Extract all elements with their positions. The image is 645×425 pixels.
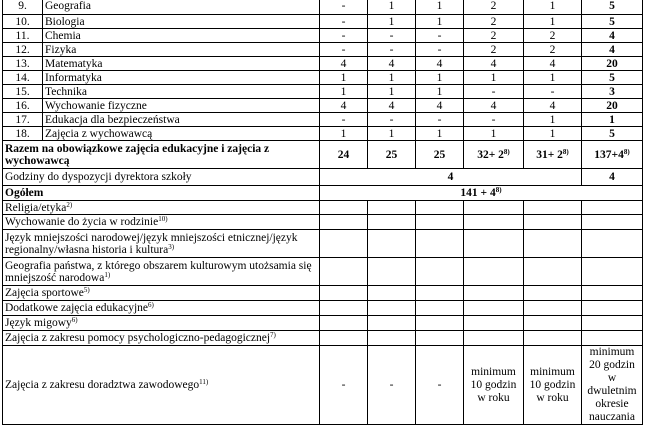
razem-value: 31+ 2 (536, 148, 563, 161)
godziny-value: 4 (320, 169, 582, 186)
table-row (3, 29, 643, 43)
extra-label-text: Zajęcia sportowe (5, 287, 84, 299)
footnote-marker: 10) (158, 215, 168, 223)
extra-label (3, 230, 320, 258)
subject-name: Technika (43, 85, 320, 99)
row-number: 11. (3, 29, 43, 43)
razem-cell (416, 141, 464, 169)
curriculum-table (2, 0, 643, 425)
doradztwo-c5: minimum 10 godzin w roku (524, 346, 582, 425)
hours-cell: 2 (464, 0, 524, 15)
razem-cell (524, 141, 582, 169)
razem-value: 32+ 2 (477, 148, 504, 161)
hours-cell: - (368, 113, 416, 127)
extra-label (3, 258, 320, 286)
row-number: 10. (3, 15, 43, 29)
hours-cell: - (464, 85, 524, 99)
extra-label-text: Wychowanie do życia w rodzinie (5, 216, 159, 228)
hours-cell: 1 (524, 113, 582, 127)
extra-label-text: Zajęcia z zakresu pomocy psychologiczno-pedagogicznej (5, 332, 271, 344)
row-number: 17. (3, 113, 43, 127)
hours-cell: - (320, 43, 368, 57)
doradztwo-c4: minimum 10 godzin w roku (464, 346, 524, 425)
hours-cell: 4 (416, 57, 464, 71)
extra-label (3, 286, 320, 301)
hours-cell: 1 (320, 85, 368, 99)
doradztwo-cell: - (368, 346, 416, 425)
empty-cell (524, 301, 582, 316)
hours-cell: - (368, 29, 416, 43)
extra-label-text: Język mniejszości narodowej/język mniejszości etnicznej/język regionalny/własna historia i kultura (5, 231, 298, 256)
empty-cell (320, 230, 368, 258)
doradztwo-label (3, 346, 320, 425)
empty-cell (524, 316, 582, 331)
total-cell: 4 (582, 29, 643, 43)
total-cell: 20 (582, 57, 643, 71)
subject-name: Edukacja dla bezpieczeństwa (43, 113, 320, 127)
empty-cell (368, 316, 416, 331)
empty-cell (368, 215, 416, 230)
hours-cell: 2 (464, 43, 524, 57)
hours-cell: 1 (368, 0, 416, 15)
footnote-marker: 3) (168, 242, 175, 251)
table-row (3, 0, 643, 15)
extra-label-text: Religia/etyka (5, 201, 67, 214)
doradztwo-cell: - (416, 346, 464, 425)
table-row (3, 15, 643, 29)
hours-cell: - (464, 113, 524, 127)
hours-cell: 1 (320, 127, 368, 141)
hours-cell: 1 (368, 15, 416, 29)
empty-cell (416, 201, 464, 215)
subject-name: Fizyka (43, 43, 320, 57)
hours-cell: - (524, 85, 582, 99)
empty-cell (524, 230, 582, 258)
subject-name: Biologia (43, 15, 320, 29)
footnote-marker: 7) (270, 331, 276, 339)
hours-cell: - (320, 0, 368, 15)
subject-name: Wychowanie fizyczne (43, 99, 320, 113)
empty-cell (464, 286, 524, 301)
table-row (3, 346, 643, 425)
extra-label (3, 201, 320, 215)
empty-cell (320, 215, 368, 230)
hours-cell: 2 (524, 43, 582, 57)
hours-cell: 1 (524, 0, 582, 15)
table-row (3, 127, 643, 141)
hours-cell: 4 (416, 99, 464, 113)
footnote-marker: 1) (104, 270, 111, 279)
subject-name: Matematyka (43, 57, 320, 71)
total-cell: 1 (582, 113, 643, 127)
row-number: 18. (3, 127, 43, 141)
total-cell: 5 (582, 71, 643, 85)
total-cell: 5 (582, 127, 643, 141)
hours-cell: 4 (368, 57, 416, 71)
empty-cell (368, 286, 416, 301)
row-number: 15. (3, 85, 43, 99)
empty-cell (416, 258, 464, 286)
hours-cell: 1 (524, 127, 582, 141)
table-row (3, 286, 643, 301)
table-row (3, 169, 643, 186)
extra-label (3, 331, 320, 346)
footnote-marker: 8) (495, 186, 502, 194)
empty-cell (416, 286, 464, 301)
godziny-label: Godziny do dyspozycji dyrektora szkoły (3, 169, 320, 186)
hours-cell: - (320, 15, 368, 29)
empty-cell (582, 201, 643, 215)
empty-cell (524, 215, 582, 230)
empty-cell (320, 301, 368, 316)
empty-cell (368, 201, 416, 215)
hours-cell: 1 (368, 71, 416, 85)
table-row (3, 85, 643, 99)
hours-cell: 1 (416, 85, 464, 99)
footnote-marker: 8) (503, 147, 510, 156)
row-number: 13. (3, 57, 43, 71)
razem-total (582, 141, 643, 169)
empty-cell (368, 258, 416, 286)
table-row (3, 43, 643, 57)
empty-cell (464, 215, 524, 230)
table-row (3, 316, 643, 331)
subject-name: Informatyka (43, 71, 320, 85)
table-row (3, 258, 643, 286)
extra-label-text: Język migowy (5, 317, 72, 329)
empty-cell (416, 215, 464, 230)
razem-total-value: 137+4 (594, 148, 624, 161)
hours-cell: 4 (320, 57, 368, 71)
hours-cell: 1 (416, 15, 464, 29)
hours-cell: 4 (368, 99, 416, 113)
razem-cell (368, 141, 416, 169)
hours-cell: 4 (320, 99, 368, 113)
empty-cell (416, 316, 464, 331)
hours-cell: - (416, 113, 464, 127)
razem-value: 25 (385, 148, 398, 161)
table-row (3, 99, 643, 113)
empty-cell (524, 331, 582, 346)
hours-cell: - (416, 29, 464, 43)
table-row (3, 201, 643, 215)
subject-name: Zajęcia z wychowawcą (43, 127, 320, 141)
subject-name: Chemia (43, 29, 320, 43)
hours-cell: 1 (524, 15, 582, 29)
empty-cell (320, 316, 368, 331)
hours-cell: 4 (524, 99, 582, 113)
empty-cell (582, 286, 643, 301)
hours-cell: 1 (368, 85, 416, 99)
empty-cell (582, 230, 643, 258)
razem-label: Razem na obowiązkowe zajęcia edukacyjne i zajęcia z wychowawcą (3, 141, 320, 169)
table-row (3, 113, 643, 127)
hours-cell: - (320, 113, 368, 127)
hours-cell: - (320, 29, 368, 43)
footnote-marker: 8) (562, 147, 569, 156)
empty-cell (524, 201, 582, 215)
empty-cell (582, 301, 643, 316)
hours-cell: 1 (524, 71, 582, 85)
empty-cell (464, 258, 524, 286)
godziny-total: 4 (582, 169, 643, 186)
empty-cell (320, 201, 368, 215)
footnote-marker: 8) (623, 147, 630, 156)
empty-cell (524, 258, 582, 286)
empty-cell (416, 230, 464, 258)
razem-cell (320, 141, 368, 169)
empty-cell (582, 258, 643, 286)
empty-cell (464, 230, 524, 258)
row-number: 12. (3, 43, 43, 57)
empty-cell (464, 201, 524, 215)
hours-cell: 2 (464, 29, 524, 43)
razem-cell (464, 141, 524, 169)
extra-label (3, 215, 320, 230)
empty-cell (524, 286, 582, 301)
empty-cell (416, 301, 464, 316)
empty-cell (368, 331, 416, 346)
hours-cell: 4 (524, 57, 582, 71)
hours-cell: - (416, 43, 464, 57)
hours-cell: 1 (464, 71, 524, 85)
extra-label (3, 301, 320, 316)
extra-label-text: Geografia państwa, z którego obszarem kulturowym utożsamia się mniejszość narodowa (5, 259, 312, 284)
empty-cell (582, 331, 643, 346)
footnote-marker: 2) (66, 200, 73, 209)
table-row (3, 301, 643, 316)
empty-cell (582, 316, 643, 331)
empty-cell (416, 331, 464, 346)
extra-label (3, 316, 320, 331)
doradztwo-label-text: Zajęcia z zakresu doradztwa zawodowego (5, 379, 200, 391)
footnote-marker: 11) (199, 378, 209, 386)
table-row (3, 215, 643, 230)
empty-cell (464, 316, 524, 331)
hours-cell: - (368, 43, 416, 57)
hours-cell: 1 (368, 127, 416, 141)
ogolem-cell (320, 186, 643, 201)
ogolem-label: Ogółem (3, 186, 320, 201)
empty-cell (582, 215, 643, 230)
total-cell: 4 (582, 43, 643, 57)
table-row (3, 230, 643, 258)
hours-cell: 2 (524, 29, 582, 43)
hours-cell: 1 (464, 127, 524, 141)
table-row (3, 141, 643, 169)
doradztwo-c6: minimum 20 godzin w dwuletnim okresie nauczania (582, 346, 643, 425)
table-row (3, 57, 643, 71)
table-row (3, 331, 643, 346)
empty-cell (368, 301, 416, 316)
empty-cell (320, 286, 368, 301)
row-number: 16. (3, 99, 43, 113)
razem-value: 24 (337, 148, 350, 161)
hours-cell: 4 (464, 57, 524, 71)
empty-cell (320, 331, 368, 346)
subject-name: Geografia (43, 0, 320, 15)
empty-cell (320, 258, 368, 286)
ogolem-value: 141 + 4 (460, 187, 496, 199)
empty-cell (464, 331, 524, 346)
row-number: 14. (3, 71, 43, 85)
total-cell: 20 (582, 99, 643, 113)
doradztwo-cell: - (320, 346, 368, 425)
extra-label-text: Dodatkowe zajęcia edukacyjne (5, 302, 149, 314)
footnote-marker: 5) (83, 286, 90, 294)
footnote-marker: 6) (71, 316, 78, 324)
hours-cell: 1 (416, 0, 464, 15)
hours-cell: 2 (464, 15, 524, 29)
empty-cell (368, 230, 416, 258)
hours-cell: 1 (320, 71, 368, 85)
razem-value: 25 (433, 148, 446, 161)
footnote-marker: 6) (148, 301, 154, 309)
hours-cell: 1 (416, 71, 464, 85)
hours-cell: 1 (416, 127, 464, 141)
total-cell: 3 (582, 85, 643, 99)
total-cell: 5 (582, 0, 643, 15)
table-row (3, 186, 643, 201)
empty-cell (464, 301, 524, 316)
hours-cell: 4 (464, 99, 524, 113)
total-cell: 5 (582, 15, 643, 29)
table-row (3, 71, 643, 85)
row-number: 9. (3, 0, 43, 15)
